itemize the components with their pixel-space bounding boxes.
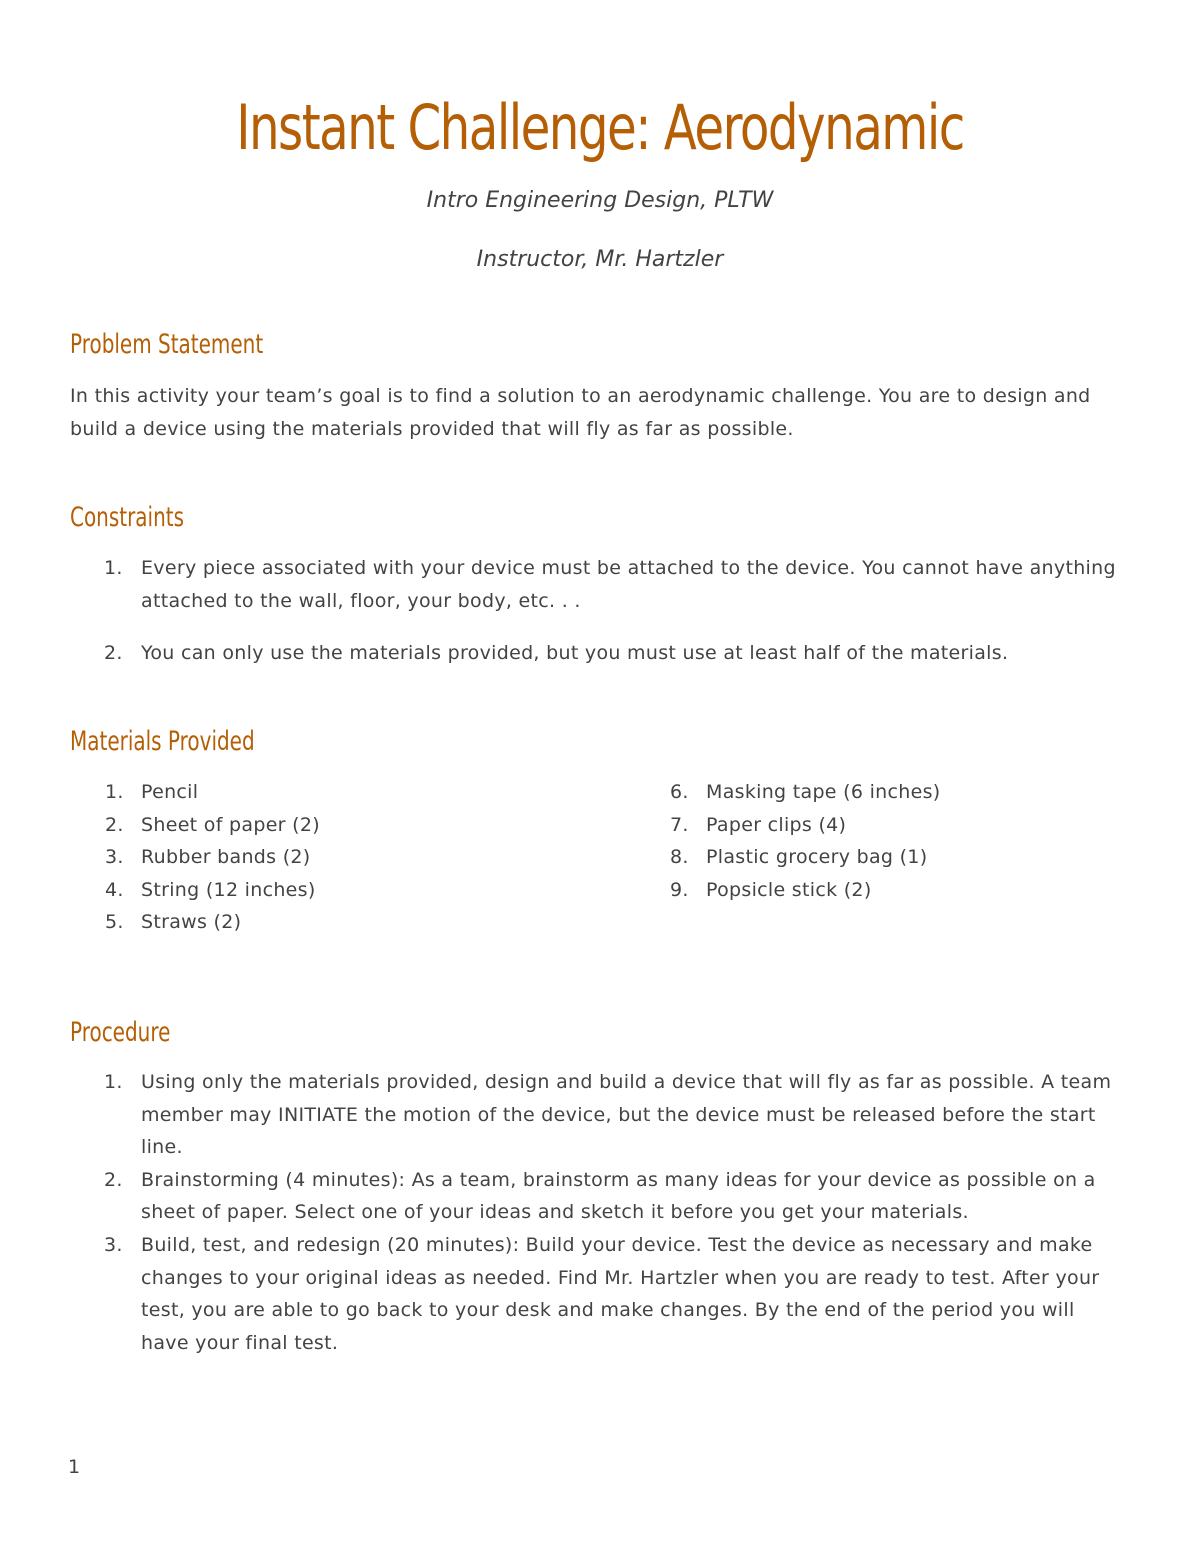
list-number: 1. — [104, 557, 123, 579]
list-number: 3. — [104, 1233, 123, 1256]
list-number: 6. — [670, 781, 689, 803]
materials-list-right — [670, 776, 1200, 906]
material-text: Rubber bands (2) — [141, 846, 311, 869]
material-item — [105, 809, 665, 842]
constraints-heading: Constraints — [70, 502, 185, 533]
material-item — [670, 809, 1200, 842]
materials-heading: Materials Provided — [70, 726, 255, 757]
constraints-list — [0, 552, 1200, 670]
list-number: 2. — [105, 813, 124, 836]
problem-statement-heading: Problem Statement — [70, 329, 264, 360]
material-text: Pencil — [141, 781, 199, 803]
material-item — [105, 776, 665, 809]
material-text: Masking tape (6 inches) — [706, 781, 941, 803]
procedure-item — [0, 1164, 1121, 1229]
material-item — [105, 874, 665, 907]
procedure-heading: Procedure — [70, 1017, 171, 1048]
constraint-item — [0, 637, 1121, 670]
material-item — [670, 841, 1200, 874]
material-item — [670, 776, 1200, 809]
material-text: Plastic grocery bag (1) — [706, 846, 928, 869]
procedure-item — [0, 1066, 1121, 1164]
procedure-text: Build, test, and redesign (20 minutes): Build your device. Test the device as necessary and make changes to your original ideas as needed. Find Mr. Hartzler when you are ready to test. After your test, you are able to go back to your desk and make changes. By the end of the period you will have your final test. — [141, 1233, 1100, 1354]
list-number: 2. — [104, 1168, 123, 1191]
material-text: Paper clips (4) — [706, 813, 847, 836]
list-number: 7. — [670, 813, 689, 836]
list-number: 8. — [670, 846, 689, 869]
list-number: 4. — [105, 878, 124, 901]
material-text: String (12 inches) — [141, 878, 316, 901]
constraint-text: Every piece associated with your device must be attached to the device. You cannot have anything attached to the wall, floor, your body, etc. . . — [141, 557, 1116, 612]
materials-list-left — [105, 776, 665, 939]
procedure-item — [0, 1229, 1121, 1359]
course-subtitle: Intro Engineering Design, PLTW — [426, 188, 774, 213]
list-number: 1. — [105, 781, 124, 803]
constraint-text: You can only use the materials provided, but you must use at least half of the materials. — [141, 642, 1009, 665]
constraint-item — [0, 552, 1121, 617]
page-number: 1 — [68, 1456, 81, 1478]
document-title: Instant Challenge: Aerodynamic — [236, 91, 964, 164]
list-number: 3. — [105, 846, 124, 869]
procedure-text: Using only the materials provided, design and build a device that will fly as far as possible. A team member may INITIATE the motion of the device, but the device must be released before the start line. — [141, 1071, 1112, 1159]
list-number: 5. — [105, 911, 124, 934]
list-number: 1. — [104, 1071, 123, 1093]
material-item — [105, 906, 665, 939]
instructor-subtitle: Instructor, Mr. Hartzler — [476, 247, 724, 272]
procedure-list — [0, 1066, 1200, 1359]
material-text: Sheet of paper (2) — [141, 813, 320, 836]
material-text: Straws (2) — [141, 911, 242, 934]
procedure-text: Brainstorming (4 minutes): As a team, brainstorm as many ideas for your device as possible on a sheet of paper. Select one of your ideas and sketch it before you get your materials. — [141, 1168, 1096, 1224]
problem-statement-text: In this activity your team’s goal is to find a solution to an aerodynamic challenge. You are to design and build a device using the materials provided that will fly as far as possible. — [70, 385, 1091, 440]
list-number: 2. — [104, 642, 123, 665]
material-item — [105, 841, 665, 874]
material-item — [670, 874, 1200, 907]
material-text: Popsicle stick (2) — [706, 878, 872, 901]
list-number: 9. — [670, 878, 689, 901]
